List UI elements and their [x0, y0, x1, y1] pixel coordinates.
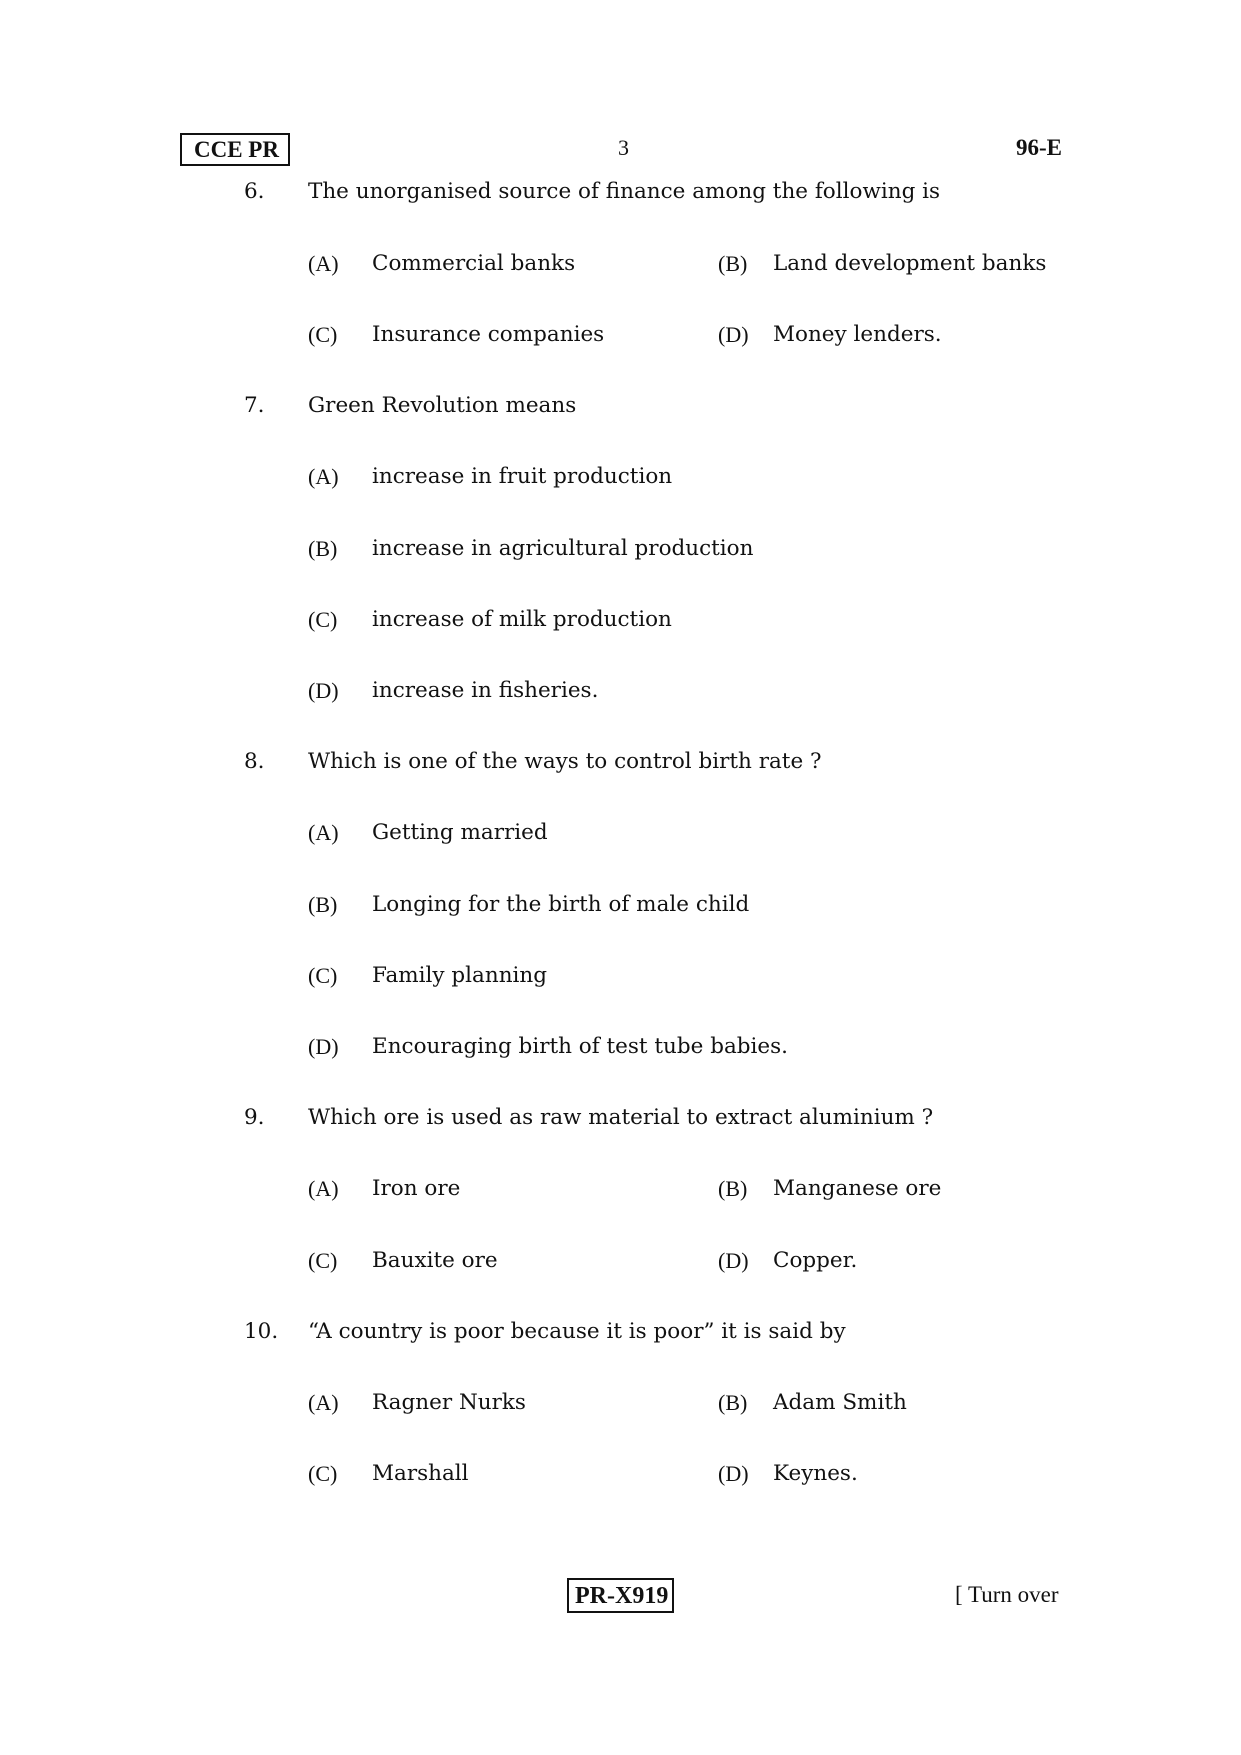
page-number: 3 [618, 135, 629, 160]
option-letter: (C) [308, 607, 338, 632]
option-text: Commercial banks [372, 251, 576, 276]
option-text: Bauxite ore [372, 1248, 498, 1273]
option-letter: (C) [308, 963, 338, 988]
question-number: 6. [244, 179, 265, 204]
option-text: Money lenders. [773, 322, 942, 347]
option-text: increase of milk production [372, 607, 672, 632]
option-letter: (D) [718, 1461, 749, 1486]
question-number: 8. [244, 749, 265, 774]
option-letter: (B) [308, 892, 338, 917]
question-number: 7. [244, 393, 265, 418]
option-text: Encouraging birth of test tube babies. [372, 1034, 789, 1059]
option-text: Insurance companies [372, 322, 605, 347]
paper-code: 96-E [1016, 135, 1062, 160]
option-letter: (D) [718, 1248, 749, 1273]
option-letter: (D) [718, 322, 749, 347]
option-letter: (B) [718, 251, 748, 276]
option-text: increase in fisheries. [372, 678, 599, 703]
option-letter: (A) [308, 464, 339, 489]
option-letter: (D) [308, 678, 339, 703]
option-text: Ragner Nurks [372, 1390, 526, 1415]
question-text: “A country is poor because it is poor” it is said by [308, 1319, 846, 1344]
question-number: 10. [244, 1319, 279, 1344]
option-letter: (B) [718, 1176, 748, 1201]
option-letter: (A) [308, 1176, 339, 1201]
option-text: Adam Smith [773, 1390, 907, 1415]
option-letter: (A) [308, 820, 339, 845]
option-text: Copper. [773, 1248, 858, 1273]
option-letter: (A) [308, 251, 339, 276]
question-text: Which is one of the ways to control birth rate ? [308, 749, 822, 774]
option-text: Getting married [372, 820, 548, 845]
footer-code-box: PR-X919 [567, 1578, 674, 1613]
option-letter: (C) [308, 322, 338, 347]
option-text: increase in agricultural production [372, 536, 754, 561]
option-letter: (A) [308, 1390, 339, 1415]
option-text: Keynes. [773, 1461, 858, 1486]
option-letter: (B) [308, 536, 338, 561]
option-letter: (B) [718, 1390, 748, 1415]
question-text: The unorganised source of finance among the following is [308, 179, 941, 204]
option-letter: (C) [308, 1248, 338, 1273]
option-text: Manganese ore [773, 1176, 942, 1201]
option-text: Family planning [372, 963, 548, 988]
option-text: increase in fruit production [372, 464, 673, 489]
question-text: Green Revolution means [308, 393, 577, 418]
question-text: Which ore is used as raw material to extract aluminium ? [308, 1105, 934, 1130]
option-text: Longing for the birth of male child [372, 892, 750, 917]
option-text: Marshall [372, 1461, 469, 1486]
question-number: 9. [244, 1105, 265, 1130]
option-letter: (D) [308, 1034, 339, 1059]
option-text: Iron ore [372, 1176, 461, 1201]
option-text: Land development banks [773, 251, 1047, 276]
header-left-box: CCE PR [180, 133, 290, 166]
turn-over-note: [ Turn over [955, 1582, 1059, 1607]
option-letter: (C) [308, 1461, 338, 1486]
